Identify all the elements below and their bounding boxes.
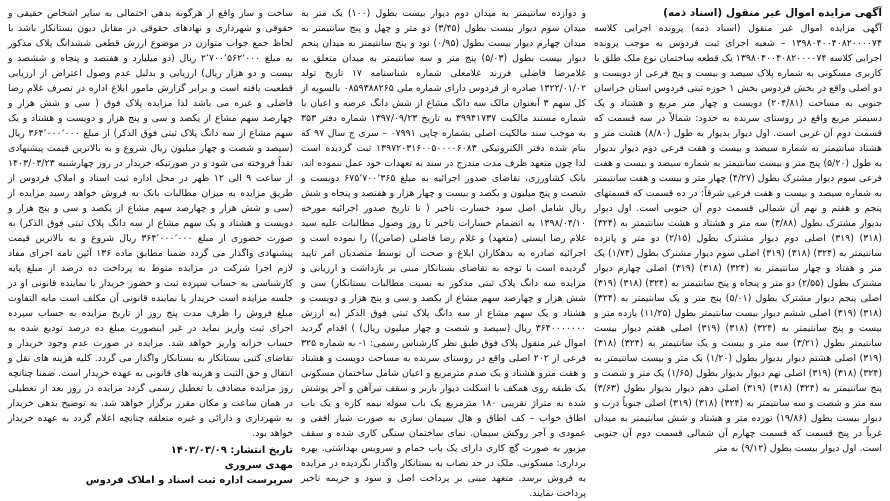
notice-paragraph-2: و دوازده سانتیمتر به میدان دوم دیوار بیست بطول (۱۰۰) یک متر به میدان سوم دیوار بیست بطول (۳/۴۵) دو متر و چهل و پنج سانتیمتر به میدان چهارم دیوار بیست بطول (۰/۹۵) نود و پنج سانتیمتر به میدان پنجم دیوار بیست بطول (۵/۰۳) پنج متر و سه سانتیمتر به میدان متعلق به غلامرضا فاضلی فرزند غلامعلی شماره شناسنامه ۱۷ تاریخ تولد ۱۳۲۲/۰۱/۰۲ صادره از فردوس دارای شماره ملی ۰۸۵۹۳۸۸۲۶۵ بالسویه از کل سهم ۳ آبعنوان مالک سه دانگ مشاع از شش دانگ عرصه و اعیان با شماره مستند مالکیت ۳۹۹۴۱۷۳۷ به تاریخ ۱۳۹۷/۰۹/۲۳ شماره دفتر ۳۵۳ به موجب سند مالکیت اصلی بشماره چاپی ۰۷۹۹۱ – سری ج سال ۹۷ که بنام شده دفتر الکترونیکی ۱۳۹۷۲۰۳۱۶۰۰۵۰۰۰۰۶۰۸۳ ثبت گردیده است لذا چون متعهد ظرف مدت مندرج در سند به تعهدات خود عمل ننموده اند، بانک کشاورزی، تقاضای صدور اجرائیه به مبلغ ۶۷۵٬۷۰۰٬۳۶۵ دویست و شصت و پنج میلیون و یکصد و بیست و چهار هزار و هفتصد و پنجاه و شش ریال شامل اصل سود خسارت تاخیر ( تا تاریخ صدور اجرائیه مورخه ۱۳۹۸/۰۴/۱۰ به انضمام خسارات تاخیر تا روز وصول مطالبات علیه سید غلام رضا ایستی (متعهد) و غلام رضا فاضلی (ضامن)) را نموده است و اجرائیه صادره به بدهکاران ابلاغ و صحت آن توسط متصدیان امر تایید گردیده است با توجه به تقاضای بستانکار مبنی بر بازداشت و ارزیابی و مزایده سه دانگ پلاک ثبتی مذکور به نسبت مطالبات بستانکار) سی و شش هزار و چهارصد سهم مشاع از یکصد و سی و پنج هزار و دویست و هشتاد و یک سهم مشاع از سه دانگ پلاک ثبتی فوق الذکر (به ارزش ۳۶۴۰۰۰۰۰۰۰ ریال (سیصد و شصت و چهار میلیون ریال) ) اقدام گردید اموال غیر منقول پلاک فوق طبق نظر کارشناس رسمی: ۱- به شماره ۳۲۵ فرعی از ۲۰۲ اصلی واقع در روستای سرنده به مساحت دویست و هشتاد و هفت مترو هشتاد و یک صدم مترمربع و اعیان شامل ساختمان مسکونی یک طبقه روی همکف با اسکلت دیوار باربر و سقف تیرآهن و آجر پوشش شده به متراژ تقریبی ۱۸۰ مترمربع یک باب سوله نیمه کاره و یک باب اطاق خواب – کف اطاق و هال سیمان سازی به صورت شیار افقی و عمودی و آجر روکش سیمان. نمای ساختمان سنگی کاری شده و سقف مزبور به صورت گچ کاری دارای یک باب حمام و سرویس بهداشتی. بهره برداری: مسکونی. ملک در حد نصاب به بستانکار واگذار نگردیده در مزایده به فروش برسد. متعهد مبنی بر پرداخت اصل و سود و جریمه تاخیر پرداخت نمایند.: [301, 8, 587, 499]
notice-column-right: [594, 6, 883, 454]
publish-date: تاریخ انتشار: ۱۴۰۳/۰۳/۰۹: [170, 445, 293, 456]
notice-paragraph-3: ساخت و ساز واقع از هرگونه بدهی احتمالی به سایر اشخاص حقیقی و حقوقی و شهرداری و نهادهای حقوقی در مقابل دیون بستانکار باشد با لحاظ جمع جواب متوازن در موضوع ارزش قطعی ششدانگ پلاک مذکور به مبلغ ۲٬۷۰۰٬۵۶۲٬۰۰۰ ریال (دو میلیارد و هفتصد و پنجاه و ششصد و بیست و دو هزار ریال) ارزیابی و بدلیل عدم وصول اعتراض از ارزیابی قطعیت یافته است و برابر گزارش مامور ابلاغ اداره در تصرف غلام رضا فاضلی و غیره می باشد لذا مزایده پلاک فوق ( سی و شش هزار و چهارصد سهم مشاع از یکصد و سی و پنج هزار و دویست و هشتاد و یک سهم مشاع از سه دانگ پلاک ثبتی فوق الذکر) از مبلغ ۳۶۴٬۰۰۰٬۰۰۰ ریال (سیصد و شصت و چهار میلیون ریال شروع و به بالاترین قیمت پیشنهادی نقداً فروخته می شود و در صورتیکه خریدار در روز چهارشنبه ۱۴۰۳/۰۳/۲۳ از ساعت ۹ الی ۱۲ ظهر در محل اداره ثبت اسناد و املاک فردوس از طریق مزایده به میزان مطالبات بانک به فروش خواهد رسید مزایده از (سی و شش هزار و چهارصد سهم مشاع از یکصد و سی و پنج هزار و دویست و هشتاد و یک سهم مشاع از سه دانگ پلاک ثبتی فوق الذکر) به صورت حضوری از مبلغ ۳۶۴٬۰۰۰٬۰۰۰ ریال شروع و به بالاترین قیمت پیشنهادی واگذار می گردد ضمنا مطابق ماده ۱۳۶ آئین نامه اجرای مفاد لازم اجرا شرکت در مزایده منوط به پرداخت ده درصد از مبلغ پایه کارشناسی به حساب سپرده ثبت و حضور خریدار یا نماینده قانونی او در جلسه مزایده است خریدار یا نماینده قانونی آن مکلف است مابه التفاوت مبلغ فروش را ظرف مدت پنج روز از تاریخ مزایده به حساب سپرده اجرای ثبت واریز نماید در غیر اینصورت مبلغ ده درصد تودیع شده به حساب خزانه واریز خواهد شد. مزایده در صورت عدم وجود خریدار و تقاضای کتبی بستانکار به بستانکار واگذار می گردد. کلیه هزینه های نقل و انتقال و حق الثبت و هزینه های قانونی به عهده خریدار است. ضمنا چنانچه روز مزایده مصادف با تعطیل رسمی گردد مزایده در روز بعد از تعطیلی در همان ساعت و مکان مقرر برگزار خواهد شد. به توضیح بدهی خریدار به شهرداری و دارائی و غیره متعلقه چنانچه اعلام گردد به عهده خریدار خواهد بود.: [7, 8, 294, 439]
signer-name: مهدی سروری: [224, 460, 293, 471]
notice-paragraph-1: [594, 6, 882, 456]
signature-block: [8, 443, 293, 488]
notice-text-1: آگهی مزایده اموال غیر منقول (اسناد ذمه) پرونده اجرایی کلاسه ۱۳۹۸۰۴۰۰۴۰۸۲۰۰۰۰۷۴ – شعبه اجرای ثبت فردوس به موجب پرونده اجرایی کلاسه ۱۳۹۸۰۴۰۰۴۰۸۲۰۰۰۰۷۴ یک قطعه ساختمان نوع ملک طلق با کاربری مسکونی به شماره پلاک سیصد و بیست و پنج فرعی از دویست و دو اصلی واقع در بخش فردوس بخش ۱ حوزه ثبتی فردوس استان خراسان جنوبی به مساحت (۲۰۴/۸۱) دویست و چهار متر مربع و هشتاد و یک دسیمتر مربع واقع در روستای سرنده به حدود: شمالاً در سه قسمت که قسمت دوم آن غربی است. اول دیوار بدیوار به طول (۸/۸۰) هشت متر و هشتاد سانتیمتر به شماره سیصد و بیست و هفت فرعی دوم دیوار بدیوار به طول (۵/۲۰) پنج متر و بیست سانتیمتر به شماره سیصد و بیست و هفت فرعی سوم دیوار مشترک بطول (۴/۲۷) چهار متر و بیست و هفت سانتیمتر به شماره سیصد و بیست و هفت فرعی شرقاً: در ده قسمت که قسمتهای پنجم و هفتم و نهم آن شمالی قسمت دوم آن جنوبی است. اول دیوار بدیوار مشترک بطول (۳/۸۸) سه متر و هشتاد و هشت سانتیمتر به (۳۲۴) (۳۱۸) (۳۱۹) اصلی دوم دیوار مشترک بطول (۲/۱۵) دو متر و پانزده سانتیمتر به (۳۲۴) (۳۱۸) (۳۱۹) اصلی سوم دیوار مشترک بطول (۱/۷۴) یک متر و هفتاد و چهار سانتیمتر به (۳۲۴) (۳۱۸) (۳۱۹) اصلی چهارم دیوار مشترک بطول (۲/۵۵) دو متر و پنجاه و پنج سانتیمتر به (۳۲۴) (۳۱۸) (۳۱۹) اصلی پنجم دیوار مشترک بطول (۵/۰۱) پنج متر و یک سانتیمتر به (۳۲۴) (۳۱۸) (۳۱۹) اصلی ششم دیوار بیست سانتیمتر بطول (۱۱/۲۵) یازده متر و بیست و پنج سانتیمتر به (۳۲۴) (۳۱۸) (۳۱۹) اصلی هفتم دیوار بیست سانتیمتر بطول (۳/۲۱) سه متر و بیست و یک سانتیمتر به (۳۲۴) (۳۱۸) (۳۱۹) اصلی هشتم دیوار بدیوار بطول (۱/۲۰) یک متر و بیست سانتیمتر به (۳۲۴) (۳۱۸) (۳۱۹) اصلی نهم دیوار بدیوار بطول (۱/۶۵) یک متر و شصت و پنج سانتیمتر به (۳۲۴) (۳۱۸) (۳۱۹) اصلی دهم دیوار بدیوار بطول (۳/۶۳) سه متر و شصت و سه سانتیمتر به (۳۲۴) (۳۱۸) (۳۱۹) اصلی جنوباً درب و دیوار بیست بطول (۱۹/۸۶) نوزده متر و هشتاد و شش سانتیمتر به میدان غرباً در پنج قسمت که قسمت چهارم آن شمالی قسمت دوم آن جنوبی است. اول دیوار بیست بطول (۹/۱۲) نه متر: [594, 23, 883, 454]
notice-column-left: [7, 6, 294, 486]
notice-title: آگهی مزایده اموال غیر منقول (اسناد ذمه): [663, 7, 882, 19]
signer-title: سرپرست اداره ثبت اسناد و املاک فردوس: [85, 475, 293, 486]
notice-column-middle: [301, 6, 587, 499]
